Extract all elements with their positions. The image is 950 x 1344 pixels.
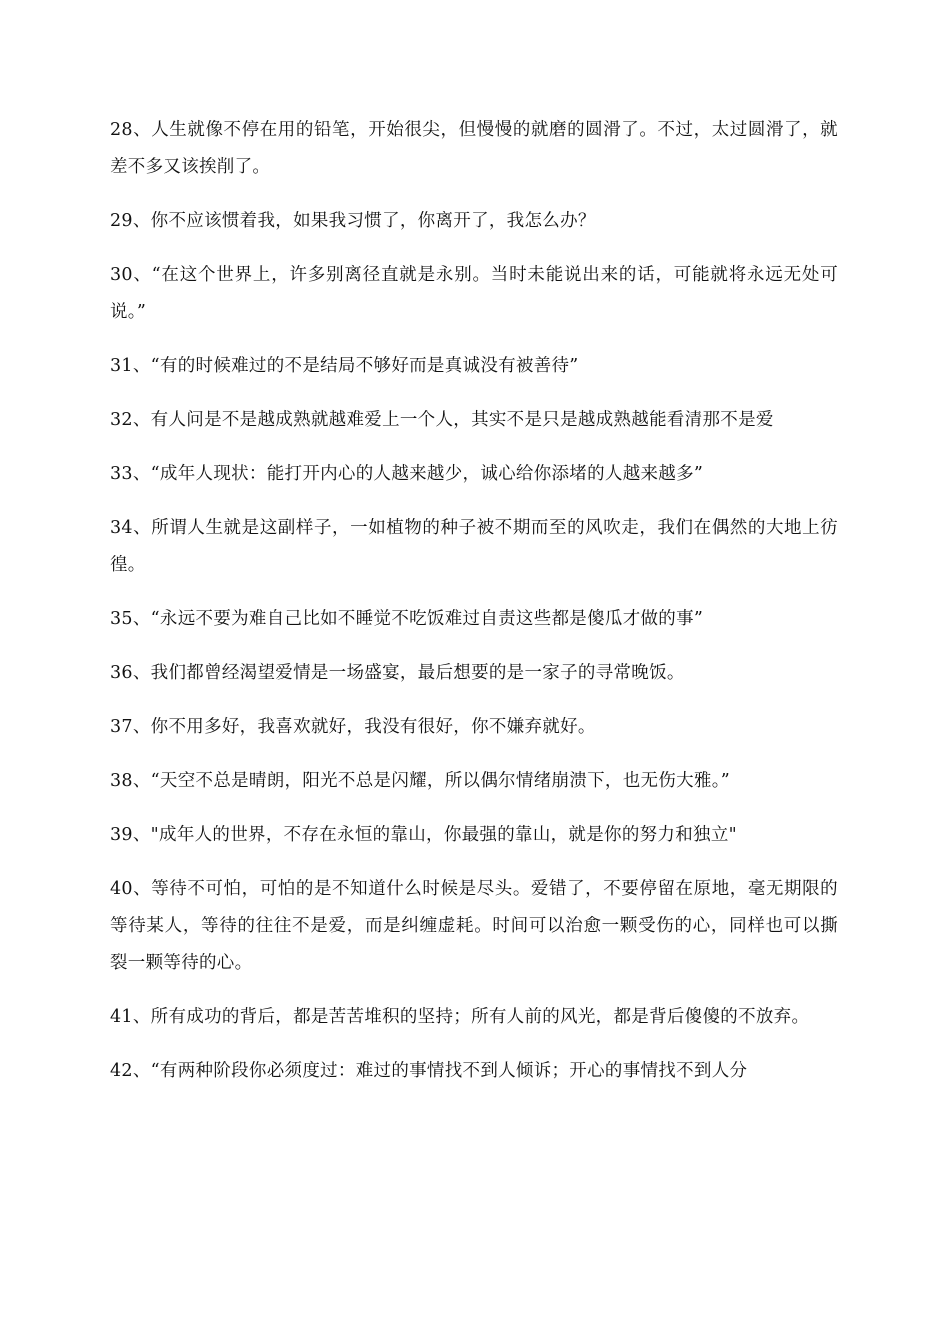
quote-35: 35、“永远不要为难自己比如不睡觉不吃饭难过自责这些都是傻瓜才做的事” <box>110 609 704 629</box>
quote-39: 39、"成年人的世界，不存在永恒的靠山，你最强的靠山，就是你的努力和独立" <box>110 825 737 845</box>
quote-30: 30、“在这个世界上，许多别离径直就是永别。当时未能说出来的话，可能就将永远无处可说。” <box>110 265 838 322</box>
quote-29: 29、你不应该惯着我，如果我习惯了，你离开了，我怎么办？ <box>110 211 596 231</box>
quote-28: 28、人生就像不停在用的铅笔，开始很尖，但慢慢的就磨的圆滑了。不过，太过圆滑了，就差不多又该挨削了。 <box>110 120 838 177</box>
quote-34: 34、所谓人生就是这副样子，一如植物的种子被不期而至的风吹走，我们在偶然的大地上彷徨。 <box>110 518 838 575</box>
quote-36: 36、我们都曾经渴望爱情是一场盛宴，最后想要的是一家子的寻常晚饭。 <box>110 663 685 683</box>
quote-list <box>110 112 838 1107</box>
quote-42: 42、“有两种阶段你必须度过：难过的事情找不到人倾诉；开心的事情找不到人分 <box>110 1061 748 1081</box>
quote-31: 31、“有的时候难过的不是结局不够好而是真诚没有被善待” <box>110 356 579 376</box>
quote-40: 40、等待不可怕，可怕的是不知道什么时候是尽头。爱错了，不要停留在原地，毫无期限的等待某人，等待的往往不是爱，而是纠缠虚耗。时间可以治愈一颗受伤的心，同样也可以撕裂一颗等待的心。 <box>110 879 838 973</box>
quote-37: 37、你不用多好，我喜欢就好，我没有很好，你不嫌弃就好。 <box>110 717 596 737</box>
quote-38: 38、“天空不总是晴朗，阳光不总是闪耀，所以偶尔情绪崩溃下，也无伤大雅。” <box>110 771 731 791</box>
quote-41: 41、所有成功的背后，都是苦苦堆积的坚持；所有人前的风光，都是背后傻傻的不放弃。 <box>110 1007 810 1027</box>
quote-32: 32、有人问是不是越成熟就越难爱上一个人，其实不是只是越成熟越能看清那不是爱 <box>110 410 774 430</box>
quote-33: 33、“成年人现状：能打开内心的人越来越少，诚心给你添堵的人越来越多” <box>110 464 704 484</box>
